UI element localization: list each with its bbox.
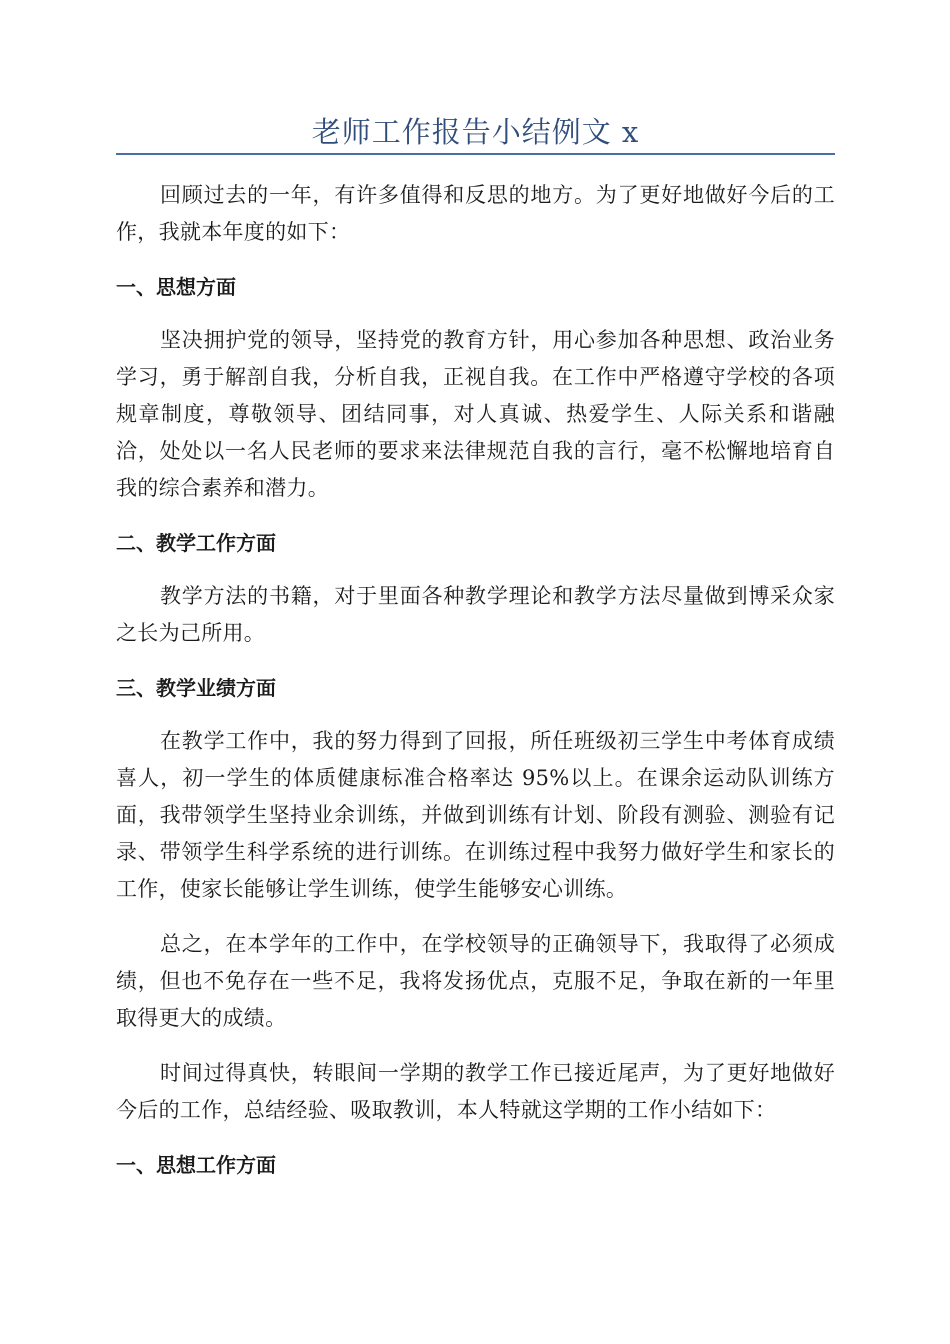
summary-paragraph: 总之，在本学年的工作中，在学校领导的正确领导下，我取得了必须成绩，但也不免存在一些不足，我将发扬优点，克服不足，争取在新的一年里取得更大的成绩。 bbox=[116, 932, 835, 1030]
section-heading-teaching-results: 三、教学业绩方面 bbox=[116, 676, 276, 700]
semester-intro-paragraph: 时间过得真快，转眼间一学期的教学工作已接近尾声，为了更好地做好今后的工作，总结经验、吸取教训，本人特就这学期的工作小结如下： bbox=[116, 1061, 835, 1122]
title-underline bbox=[116, 153, 835, 155]
thought-paragraph: 坚决拥护党的领导，坚持党的教育方针，用心参加各种思想、政治业务学习，勇于解剖自我，分析自我，正视自我。在工作中严格遵守学校的各项规章制度，尊敬领导、团结同事，对人真诚、热爱学生、人际关系和谐融洽，处处以一名人民老师的要求来法律规范自我的言行，毫不松懈地培育自我的综合素养和潜力。 bbox=[116, 328, 835, 500]
document-body bbox=[116, 177, 835, 1200]
teaching-work-paragraph: 教学方法的书籍，对于里面各种教学理论和教学方法尽量做到博采众家之长为己所用。 bbox=[116, 584, 835, 645]
document-title: 老师工作报告小结例文 x bbox=[311, 115, 640, 149]
section-heading-teaching-work: 二、教学工作方面 bbox=[116, 531, 276, 555]
section-heading-thought: 一、思想方面 bbox=[116, 275, 236, 299]
section-heading-thought-work: 一、思想工作方面 bbox=[116, 1153, 276, 1177]
intro-paragraph: 回顾过去的一年，有许多值得和反思的地方。为了更好地做好今后的工作，我就本年度的如下： bbox=[116, 183, 835, 244]
teaching-results-paragraph: 在教学工作中，我的努力得到了回报，所任班级初三学生中考体育成绩喜人，初一学生的体质健康标准合格率达 95%以上。在课余运动队训练方面，我带领学生坚持业余训练，并做到训练有计划、阶段有测验、测验有记录、带领学生科学系统的进行训练。在训练过程中我努力做好学生和家长的工作，使家长能够让学生训练，使学生能够安心训练。 bbox=[116, 729, 835, 901]
